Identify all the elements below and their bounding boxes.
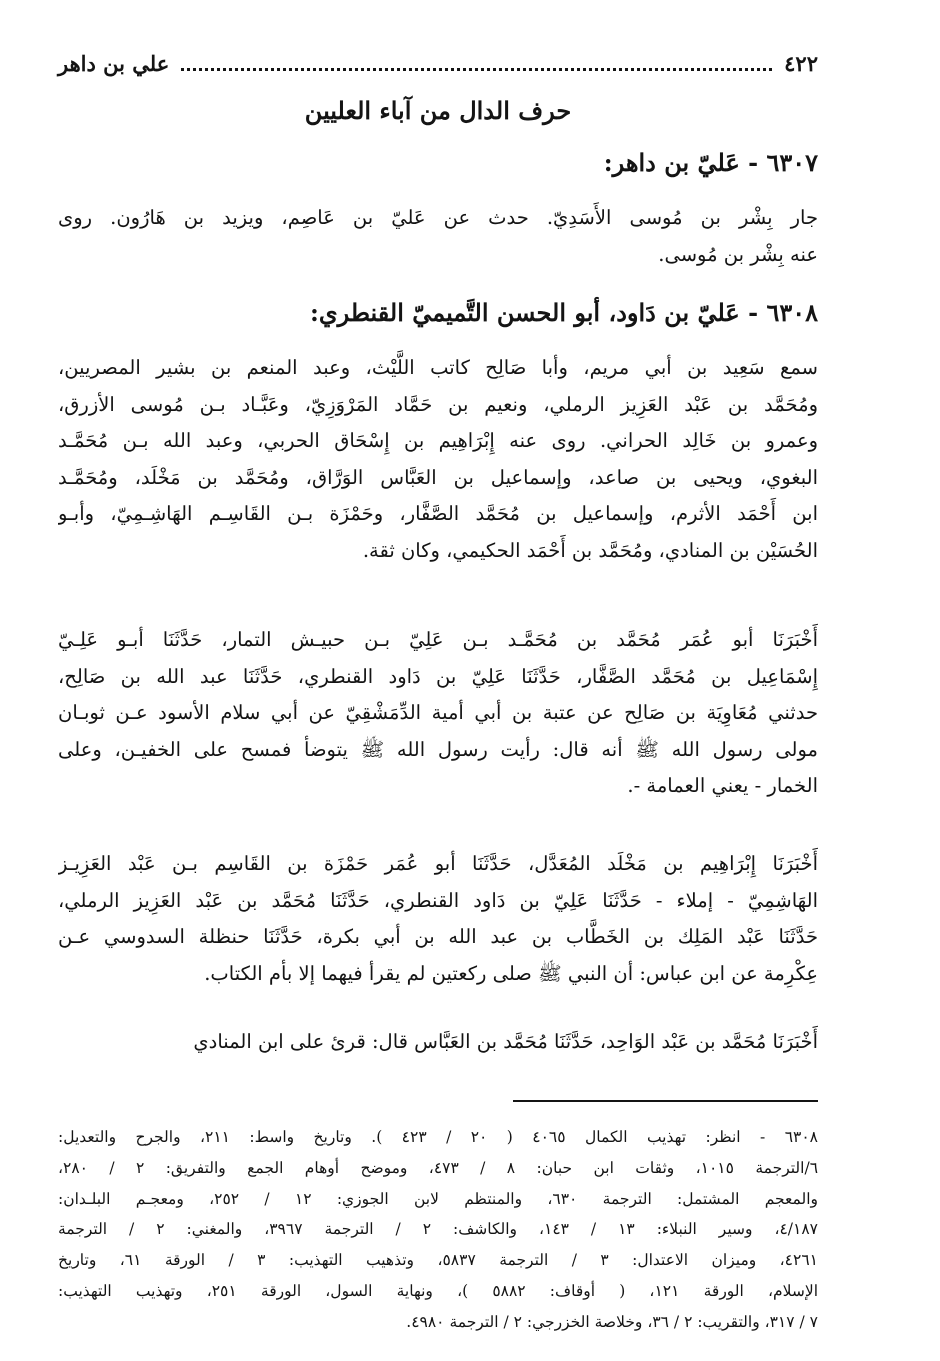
page-number: ٤٢٢ (784, 50, 818, 76)
text-line: أَخْبَرَنَا مُحَمَّد بن عَبْد الوَاحِد، حَدَّثَنَا مُحَمَّد بن العَبَّاس قال: قرئ على ابن المنادي (193, 1030, 818, 1053)
text-line: حَدَّثَنَا عَبْد المَلِك بن الخَطَّاب بن عبد الله بن أبي بكرة، حَدَّثَنَا حنظلة السدوسي عـن (58, 925, 818, 948)
text-line: إِسْمَاعِيل بن مُحَمَّد الصَّفَّار، حَدَّثَنَا عَلِيّ بن دَاود القنطري، حَدَّثَنَا عبد الله بن صَالِح، (58, 664, 818, 688)
text-line: الخمار - يعني العمامة -. (627, 774, 818, 797)
text-line: أَخْبَرَنَا إِبْرَاهِيم بن مَخْلَد المُعَدَّل، حَدَّثَنَا أبو عُمَر حَمْزَة بن القَاسِم بـن عَبْد العَزِيـز (58, 852, 818, 875)
text-line: ومُحَمَّد بن عَبْد العَزِيز الرملي، ونعيم بن حَمَّاد المَرْوَزِيّ، وعَبَّـاد بـن مُوسى الأزرق، (58, 392, 818, 416)
footnotes (58, 1122, 818, 1338)
text-line: جار بِشْر بن مُوسى الأَسَدِيّ. حدث عن عَليّ بن عَاصِم، ويزيد بن هَارُون. روى (58, 206, 818, 229)
hadith-paragraph (58, 622, 818, 805)
entry-heading: ٦٣٠٨ - عَليّ بن دَاود، أبو الحسن التَّميميّ القنطري: (309, 298, 818, 327)
text-line: الحُسَيْن بن المنادي، ومُحَمَّد بن أَحْمَد الحكيمي، وكان ثقة. (362, 538, 818, 562)
dotted-leader (181, 56, 772, 71)
book-page (58, 36, 818, 1336)
running-title: علي بن داهر (58, 50, 170, 76)
text-line: عِكْرِمة عن ابن عباس: أن النبي ﷺ صلى ركعتين لم يقرأ فيهما إلا بأم الكتاب. (204, 961, 818, 985)
footnote-line: ٦/الترجمة ١٠١٥، وثقات ابن حبان: ٨ / ٤٧٣، وموضح أوهام الجمع والتفريق: ٢ / ٢٨٠، (58, 1158, 818, 1177)
footnote-line: ٤٢٦١، وميزان الاعتدال: ٣ / الترجمة ٥٨٣٧، وتذهيب التهذيب: ٣ / الورقة ٦١، وتاريخ (58, 1251, 818, 1270)
hadith-paragraph (58, 1024, 818, 1061)
text-line: أَخْبَرَنَا أبو عُمَر مُحَمَّد بن مُحَمَّـد بـن عَلِيّ بـن حبيـش التمار، حَدَّثَنَا أبـو عَلِـيّ (58, 628, 818, 651)
footnote-line: والمعجم المشتمل: الترجمة ٦٣٠، والمنتظم لابن الجوزي: ١٢ / ٢٥٢، ومعجـم البلـدان: (58, 1189, 818, 1208)
running-header (58, 46, 818, 80)
entry-body (58, 350, 818, 569)
text-line: الهَاشِمِيّ - إملاء - حَدَّثَنَا عَلِيّ بن دَاود القنطري، حَدَّثَنَا مُحَمَّد بن عَبْد العَزِيز الرملي، (58, 888, 818, 912)
text-line: سمع سَعِيد بن أبي مريم، وأبا صَالِح كاتب اللَّيْث، وعبد المنعم بن بشير المصريين، (58, 356, 818, 379)
entry-body (58, 200, 818, 273)
text-line: مولى رسول الله ﷺ أنه قال: رأيت رسول الله ﷺ يتوضأ فمسح على الخفيـن، وعلى (58, 737, 818, 761)
footnote-line: الإسلام، الورقة ١٢١، ( أوقاف: ٥٨٨٢ )، ونهاية السول، الورقة ٢٥١، وتهذيب التهذيب: (58, 1281, 818, 1300)
text-line: ابن أَحْمَد الأثرم، وإسماعيل بن مُحَمَّد الصَّفَّار، وحَمْزَة بـن القَاسِـم الهَاشِـمِيّ، وأبـو (58, 502, 818, 525)
footnote-line: ٧ / ٣١٧، والتقريب: ٢ / ٣٦، وخلاصة الخزرجي: ٢ / الترجمة ٤٩٨٠. (406, 1312, 818, 1331)
text-line: وعمرو بن خَالِد الحراني. روى عنه إِبْرَاهِيم بن إِسْحَاق الحربي، وعبد الله بـن مُحَمَّـد (58, 429, 818, 452)
hadith-paragraph (58, 846, 818, 992)
entry-heading: ٦٣٠٧ - عَليّ بن داهر: (603, 148, 818, 177)
footnote-line: ٤/١٨٧، وسير النبلاء: ١٣ / ١٤٣، والكاشف: ٢ / الترجمة ٣٩٦٧، والمغني: ٢ / الترجمة (58, 1220, 818, 1239)
text-line: حدثني مُعَاوِيَة بن صَالِح عن عتبة بن أبي أمية الدِّمَشْقِيّ عن أبي سلام الأسود عـن ثوبـان (58, 701, 818, 724)
text-line: البغوي، ويحيى بن صاعد، وإسماعيل بن العَبَّاس الوَرَّاق، ومُحَمَّد بن مَخْلَد، ومُحَمَّـد (58, 465, 818, 489)
text-line: عنه بِشْر بن مُوسى. (658, 242, 818, 266)
footnote-line: ٦٣٠٨ - انظر: تهذيب الكمال ٤٠٦٥ ( ٢٠ / ٤٢٣ ). وتاريخ واسط: ٢١١، والجرح والتعديل: (58, 1128, 818, 1146)
chapter-title: حرف الدال من آباء العليين (304, 96, 572, 125)
footnote-divider (513, 1100, 818, 1102)
